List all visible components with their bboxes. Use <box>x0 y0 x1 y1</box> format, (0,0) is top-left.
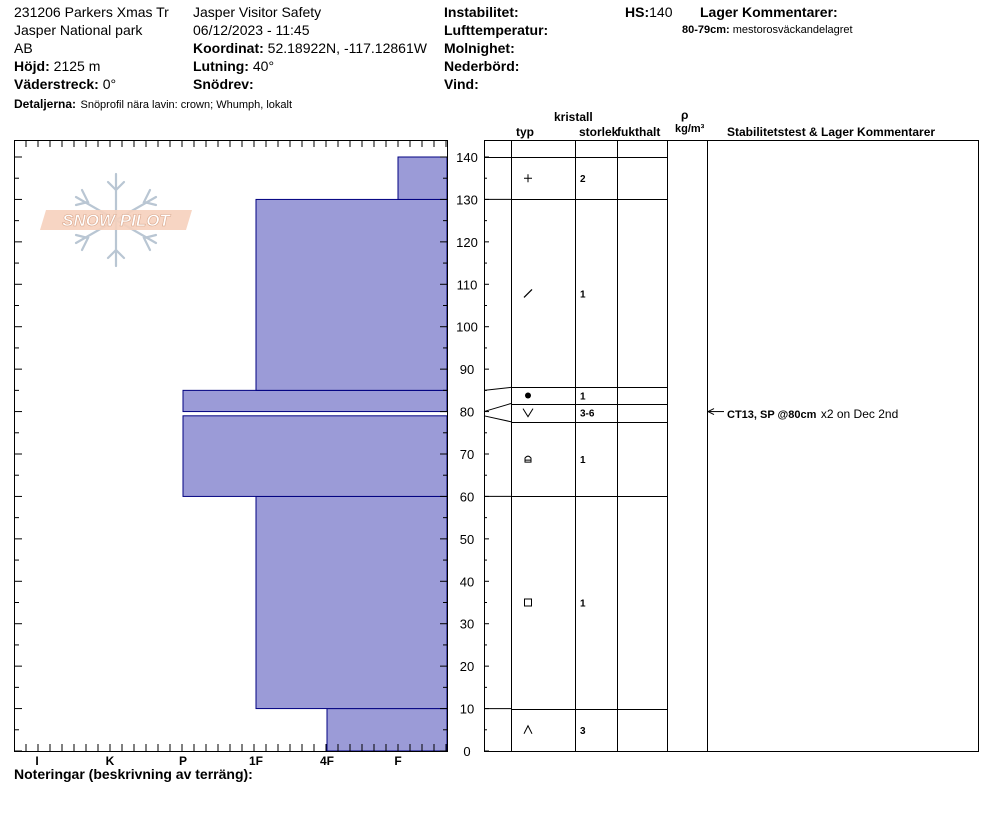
faceted-icon <box>525 599 532 606</box>
rounds-icon <box>525 392 531 398</box>
wind-label: Vind: <box>444 76 479 92</box>
grain-size-label: 1 <box>580 455 586 467</box>
grain-size-label: 2 <box>580 174 586 186</box>
depth-tick-label: 100 <box>456 319 478 335</box>
grain-size-label: 3-6 <box>580 408 595 420</box>
site-name: 231206 Parkers Xmas Tr <box>14 4 169 20</box>
aspect-label: Väderstreck: <box>14 76 99 92</box>
hardness-bar <box>256 496 447 708</box>
rho-header: ρ <box>681 108 689 122</box>
decomposing-icon <box>524 289 532 297</box>
hardness-tick-label: 4F <box>319 754 335 768</box>
hardness-tick-label: K <box>105 754 115 768</box>
depth-tick-label: 30 <box>459 616 475 632</box>
snow-height-label: HS: <box>625 4 650 20</box>
depth-tick-label: 120 <box>456 234 478 250</box>
depth-hoar-icon <box>525 456 531 462</box>
observer: Jasper Visitor Safety <box>193 4 322 20</box>
layer-table <box>484 140 708 752</box>
depth-tick-label: 0 <box>463 744 471 759</box>
air-temp-label: Lufttemperatur: <box>444 22 549 38</box>
slope-value: 40° <box>252 58 275 74</box>
hardness-bar <box>327 709 447 751</box>
hardness-bar <box>183 390 447 411</box>
new-snow-icon <box>524 174 532 182</box>
layer-comment-text: mestorosväckandelagret <box>732 24 853 36</box>
type-header: typ <box>516 125 534 139</box>
depth-tick-label: 50 <box>459 531 475 547</box>
details-label: Detaljerna: <box>14 97 77 111</box>
precip-label: Nederbörd: <box>444 58 520 74</box>
hardness-tick-label: F <box>394 754 402 768</box>
depth-tick-label: 130 <box>456 192 478 208</box>
depth-tick-label: 80 <box>459 404 475 420</box>
hardness-bar <box>256 199 447 390</box>
layer-comments-title: Lager Kommentarer: <box>700 4 838 20</box>
depth-tick-label: 10 <box>459 701 475 717</box>
snow-height-value: 140 <box>649 4 673 20</box>
notes-label: Noteringar (beskrivning av terräng): <box>14 766 253 782</box>
depth-tick-label: 20 <box>459 659 475 675</box>
stability-column-border <box>708 141 979 752</box>
surface-hoar-icon <box>523 409 533 417</box>
layer-comment-range: 80-79cm: <box>682 24 730 36</box>
layer-connector-line <box>484 387 511 390</box>
grain-size-label: 1 <box>580 598 586 610</box>
hardness-tick-label: P <box>178 754 188 768</box>
grain-size-label: 1 <box>580 391 586 403</box>
slope-label: Lutning: <box>193 58 249 74</box>
stability-test-label: CT13, SP @80cm <box>727 409 817 421</box>
depth-tick-label: 70 <box>459 447 475 462</box>
coordinates-value: 52.18922N, -117.12861W <box>267 40 427 56</box>
density-unit-header: kg/m³ <box>675 123 705 135</box>
hardness-bar <box>398 157 447 199</box>
hardness-tick-label: I <box>35 754 39 768</box>
aspect-value: 0° <box>102 76 117 92</box>
moisture-header: fukthalt <box>617 125 661 139</box>
instability-label: Instabilitet: <box>444 4 519 20</box>
datetime: 06/12/2023 - 11:45 <box>193 22 310 38</box>
depth-tick-label: 140 <box>456 150 478 165</box>
layer-connector-line <box>484 404 511 412</box>
depth-tick-label: 90 <box>459 362 475 378</box>
depth-tick-label: 40 <box>459 574 475 590</box>
depth-tick-label: 60 <box>459 489 475 505</box>
layer-connector-line <box>484 416 511 422</box>
coordinates-label: Koordinat: <box>193 40 264 56</box>
facet-icon <box>524 726 532 734</box>
stability-header: Stabilitetstest & Lager Kommentarer <box>727 125 936 139</box>
details-text: Snöprofil nära lavin: crown; Whumph, lokalt <box>80 99 293 111</box>
region: AB <box>14 40 33 56</box>
layer-table-border <box>485 141 708 752</box>
drift-label: Snödrev: <box>193 76 254 92</box>
size-header: storlek <box>579 125 619 139</box>
elevation-label: Höjd: <box>14 58 50 74</box>
hardness-bar <box>183 416 447 497</box>
stability-test-note: x2 on Dec 2nd <box>820 407 899 421</box>
park-name: Jasper National park <box>14 22 143 38</box>
depth-tick-label: 110 <box>456 277 478 293</box>
crystal-header: kristall <box>554 110 593 124</box>
grain-size-label: 1 <box>580 289 586 301</box>
hardness-bars <box>183 157 447 751</box>
grain-size-label: 3 <box>580 725 586 737</box>
hardness-tick-label: 1F <box>248 754 264 768</box>
stability-test <box>727 405 898 423</box>
cloud-label: Molnighet: <box>444 40 515 56</box>
stability-column <box>708 141 979 752</box>
logo-text: SNOW PILOT <box>62 211 170 230</box>
elevation-value: 2125 m <box>53 58 101 74</box>
